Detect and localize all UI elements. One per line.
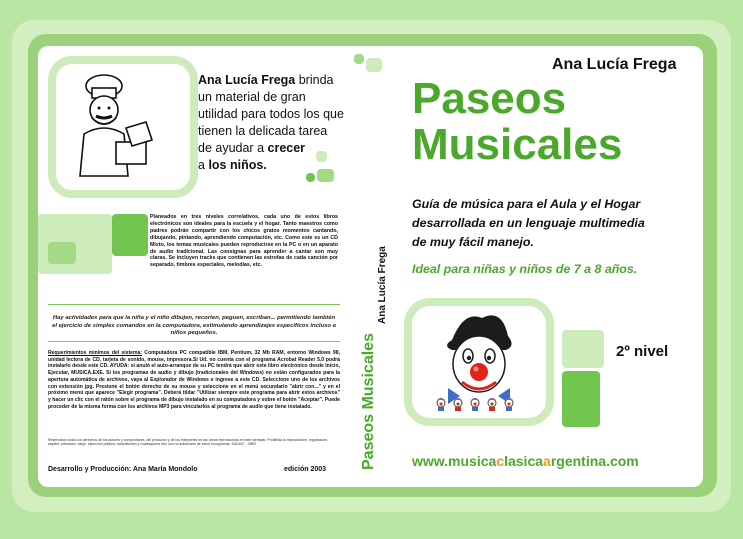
- quote-text: Hay actividades para que la niña y el niño dibujen, recorten, peguen, escriban... permitiendo también el ejercicio de simples comandos en la computadora, estimulando aprendizajes específicos incluso a niños pequeños.: [52, 315, 336, 337]
- mini-clown-icon: [485, 398, 499, 412]
- deco-square: [354, 54, 364, 64]
- intro-l5b: crecer: [267, 141, 306, 155]
- clown-row: [434, 398, 524, 414]
- intro-l2: un material de gran: [198, 90, 306, 104]
- spine-title: Paseos Musicales: [360, 333, 377, 470]
- intro-author: Ana Lucía Frega: [198, 73, 296, 87]
- deco-square: [306, 173, 315, 182]
- level-label: 2º nivel: [616, 343, 669, 360]
- front-title: [412, 76, 622, 168]
- cd-cover: [38, 46, 703, 487]
- spine: [360, 333, 378, 470]
- intro-l5a: de ayudar a: [198, 141, 268, 155]
- chef-icon: [56, 64, 190, 190]
- intro-l3: utilidad para todos los que: [198, 107, 344, 121]
- intro-l4: tienen la delicada tarea: [198, 124, 328, 138]
- legal-text: Reservados todos los derechos de los autores y compositores, del productor y de los intérpretes de las obras reproducidas en este ejemplar. Prohibida la reproducción, regrabación, alquiler, préstamo, canje, ejecución pública, radiodifusión y cualesquiera otro uso no autorizado de estos fonogramas. SADAIC · ISBN: [48, 438, 329, 447]
- subtitle-l2: desarrollada en un lenguaje multimedia: [412, 216, 645, 230]
- chef-illustration-frame: [48, 56, 198, 198]
- mini-clown-icon: [502, 398, 516, 412]
- producer: Desarrollo y Producción: Ana María Mondolo: [48, 466, 198, 473]
- description-text: Planeados en tres niveles correlativos, cada uno de estos libros electrónicos son ideales para la escuela y el hogar. Tanto maestros como padres podrán compartir con los chicos gratos momentos cantando, dibujando, pintando, aprendiendo computación, etc. Como este es un CD Mixto, los temas musicales pueden reproducirse en la PC o en un aparato de audio tradicional. Las consignas para aprender a cantar son muy claras. Se incluyen tracks que contienen las estrofas de cada canción por separado, timbres especiales, melodías, etc.: [150, 214, 338, 269]
- requirements-title: Requerimientos mínimos del sistema:: [48, 350, 143, 356]
- intro-l1: brinda: [295, 73, 334, 87]
- url-a: a: [543, 453, 551, 469]
- deco-square: [316, 151, 327, 162]
- front-author: Ana Lucía Frega: [552, 56, 677, 73]
- website-url[interactable]: [412, 453, 639, 469]
- subtitle-l1: Guía de música para el Aula y el Hogar: [412, 197, 641, 211]
- deco-square: [317, 169, 334, 182]
- quote-box: [48, 304, 340, 342]
- url-suffix: .com: [606, 453, 639, 469]
- requirements: [48, 350, 340, 410]
- description: [48, 214, 338, 302]
- spine-author-wrap: [372, 246, 390, 324]
- url-c: c: [496, 453, 505, 469]
- intro-l6b: los niños.: [208, 158, 267, 172]
- mini-clown-icon: [468, 398, 482, 412]
- url-musica: musica: [448, 453, 497, 469]
- mini-clown-icon: [434, 398, 448, 412]
- url-lasica: lasica: [504, 453, 544, 469]
- intro-l6a: a: [198, 158, 209, 172]
- deco-block: [562, 371, 600, 427]
- title-line2: Musicales: [412, 120, 623, 169]
- mini-clown-icon: [451, 398, 465, 412]
- title-line1: Paseos: [412, 74, 567, 123]
- spine-author: Ana Lucía Frega: [377, 246, 388, 324]
- edition: edición 2003: [284, 466, 327, 473]
- deco-square: [366, 58, 382, 72]
- deco-block: [562, 330, 604, 368]
- url-rgentina: rgentina: [550, 453, 607, 469]
- url-prefix: www.: [412, 453, 449, 469]
- age-line: Ideal para niñas y niños de 7 a 8 años.: [412, 262, 638, 276]
- subtitle-l3: de muy fácil manejo.: [412, 235, 534, 249]
- requirements-text: Computadora PC compatible IBM, Pentium, 32 Mb RAM, entorno Windows 98, unidad lectora de CD, tarjeta de sonido, mouse, impresora.Si Ud. no cuenta con el programa Acrobat Reader 5.0 podrá instalarlo desde este CD. AYUDA: si anuló el auto-arranque de su PC tendrá que abrir este libro electrónico desde Inicio, Ejecutar, MUSICA.EXE. Si los programas de audio y dibujo (tradicionales del Windows) no están configurados para la apertura automática de archivos, vaya al Explorador de Windows e ingrese a este CD. Seleccione uno de los archivos con extensión jpg. Presione el botón derecho de su mouse y seleccione en el menú secundario "abrir con..." y en el próximo menú que aparece "Elegir programa". Deberá tildar "Utilizar siempre este programa para abrir estos archivos" y hacer un clic con el ratón sobre el programa de dibujo instalado en su computadora y sobre el botón "Aceptar". Puede proceder de la misma forma con los archivos MP3 para vincularlos al programa de audio que tiene instalado.: [48, 350, 340, 410]
- front-subtitle: [412, 195, 645, 252]
